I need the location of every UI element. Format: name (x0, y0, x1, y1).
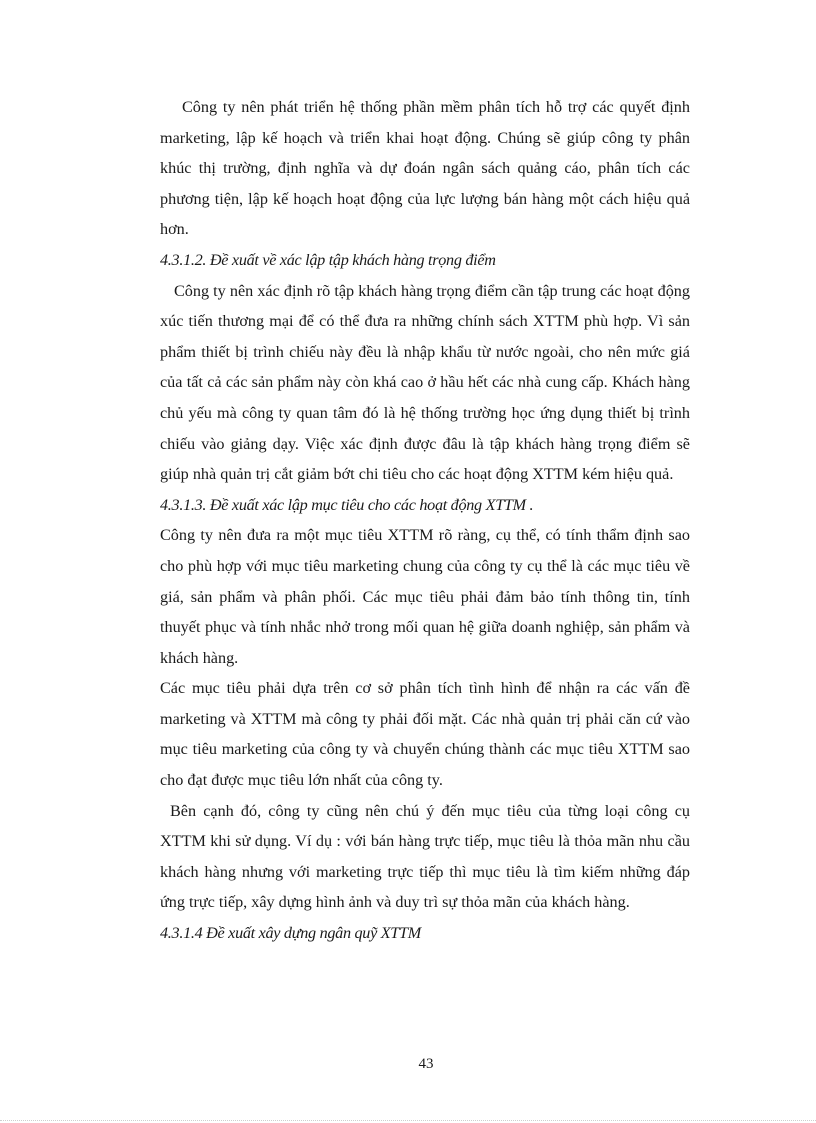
paragraph-target-customers: Công ty nên xác định rõ tập khách hàng trọng điểm cần tập trung các hoạt động xúc tiến thương mại để có thể đưa ra những chính sách XTTM phù hợp. Vì sản phẩm thiết bị trình chiếu này đều là nhập khẩu từ nước ngoài, cho nên mức giá của tất cả các sản phẩm này còn khá cao ở hầu hết các nhà cung cấp. Khách hàng chủ yếu mà công ty quan tâm đó là hệ thống trường học ứng dụng thiết bị trình chiếu vào giảng dạy. Việc xác định được đâu là tập khách hàng trọng điểm sẽ giúp nhà quản trị cắt giảm bớt chi tiêu cho các hoạt động XTTM kém hiệu quả. (160, 281, 690, 484)
heading-4-3-1-2: 4.3.1.2. Đề xuất về xác lập tập khách hàng trọng điểm (160, 250, 496, 269)
paragraph-tool-objectives: Bên cạnh đó, công ty cũng nên chú ý đến mục tiêu của từng loại công cụ XTTM khi sử dụng. Ví dụ : với bán hàng trực tiếp, mục tiêu là thỏa mãn nhu cầu khách hàng nhưng với marketing trực tiếp thì mục tiêu là tìm kiếm những đáp ứng trực tiếp, xây dựng hình ảnh và duy trì sự thỏa mãn của khách hàng. (160, 801, 690, 912)
heading-4-3-1-4: 4.3.1.4 Đề xuất xây dựng ngân quỹ XTTM (160, 924, 421, 943)
page-number: 43 (418, 1056, 434, 1072)
paragraph-objectives: Công ty nên đưa ra một mục tiêu XTTM rõ ràng, cụ thể, có tính thẩm định sao cho phù hợp với mục tiêu marketing chung của công ty cụ thể là các mục tiêu về giá, sản phẩm và phân phối. Các mục tiêu phải đảm bảo tính thông tin, tính thuyết phục và tính nhắc nhở trong mối quan hệ giữa doanh nghiệp, sản phẩm và khách hàng. (160, 526, 690, 667)
page-bottom-divider (0, 1120, 816, 1121)
paragraph-objectives-basis: Các mục tiêu phải dựa trên cơ sở phân tích tình hình để nhận ra các vấn đề marketing và XTTM mà công ty phải đối mặt. Các nhà quản trị phải căn cứ vào mục tiêu marketing của công ty và chuyển chúng thành các mục tiêu XTTM sao cho đạt được mục tiêu lớn nhất của công ty. (160, 679, 690, 790)
text-column (160, 92, 690, 949)
heading-4-3-1-3: 4.3.1.3. Đề xuất xác lập mục tiêu cho các hoạt động XTTM . (160, 495, 534, 514)
paragraph-analysis-software: Công ty nên phát triển hệ thống phần mềm phân tích hỗ trợ các quyết định marketing, lập kế hoạch và triển khai hoạt động. Chúng sẽ giúp công ty phân khúc thị trường, định nghĩa và dự đoán ngân sách quảng cáo, phân tích các phương tiện, lập kế hoạch hoạt động của lực lượng bán hàng một cách hiệu quả hơn. (160, 98, 690, 239)
